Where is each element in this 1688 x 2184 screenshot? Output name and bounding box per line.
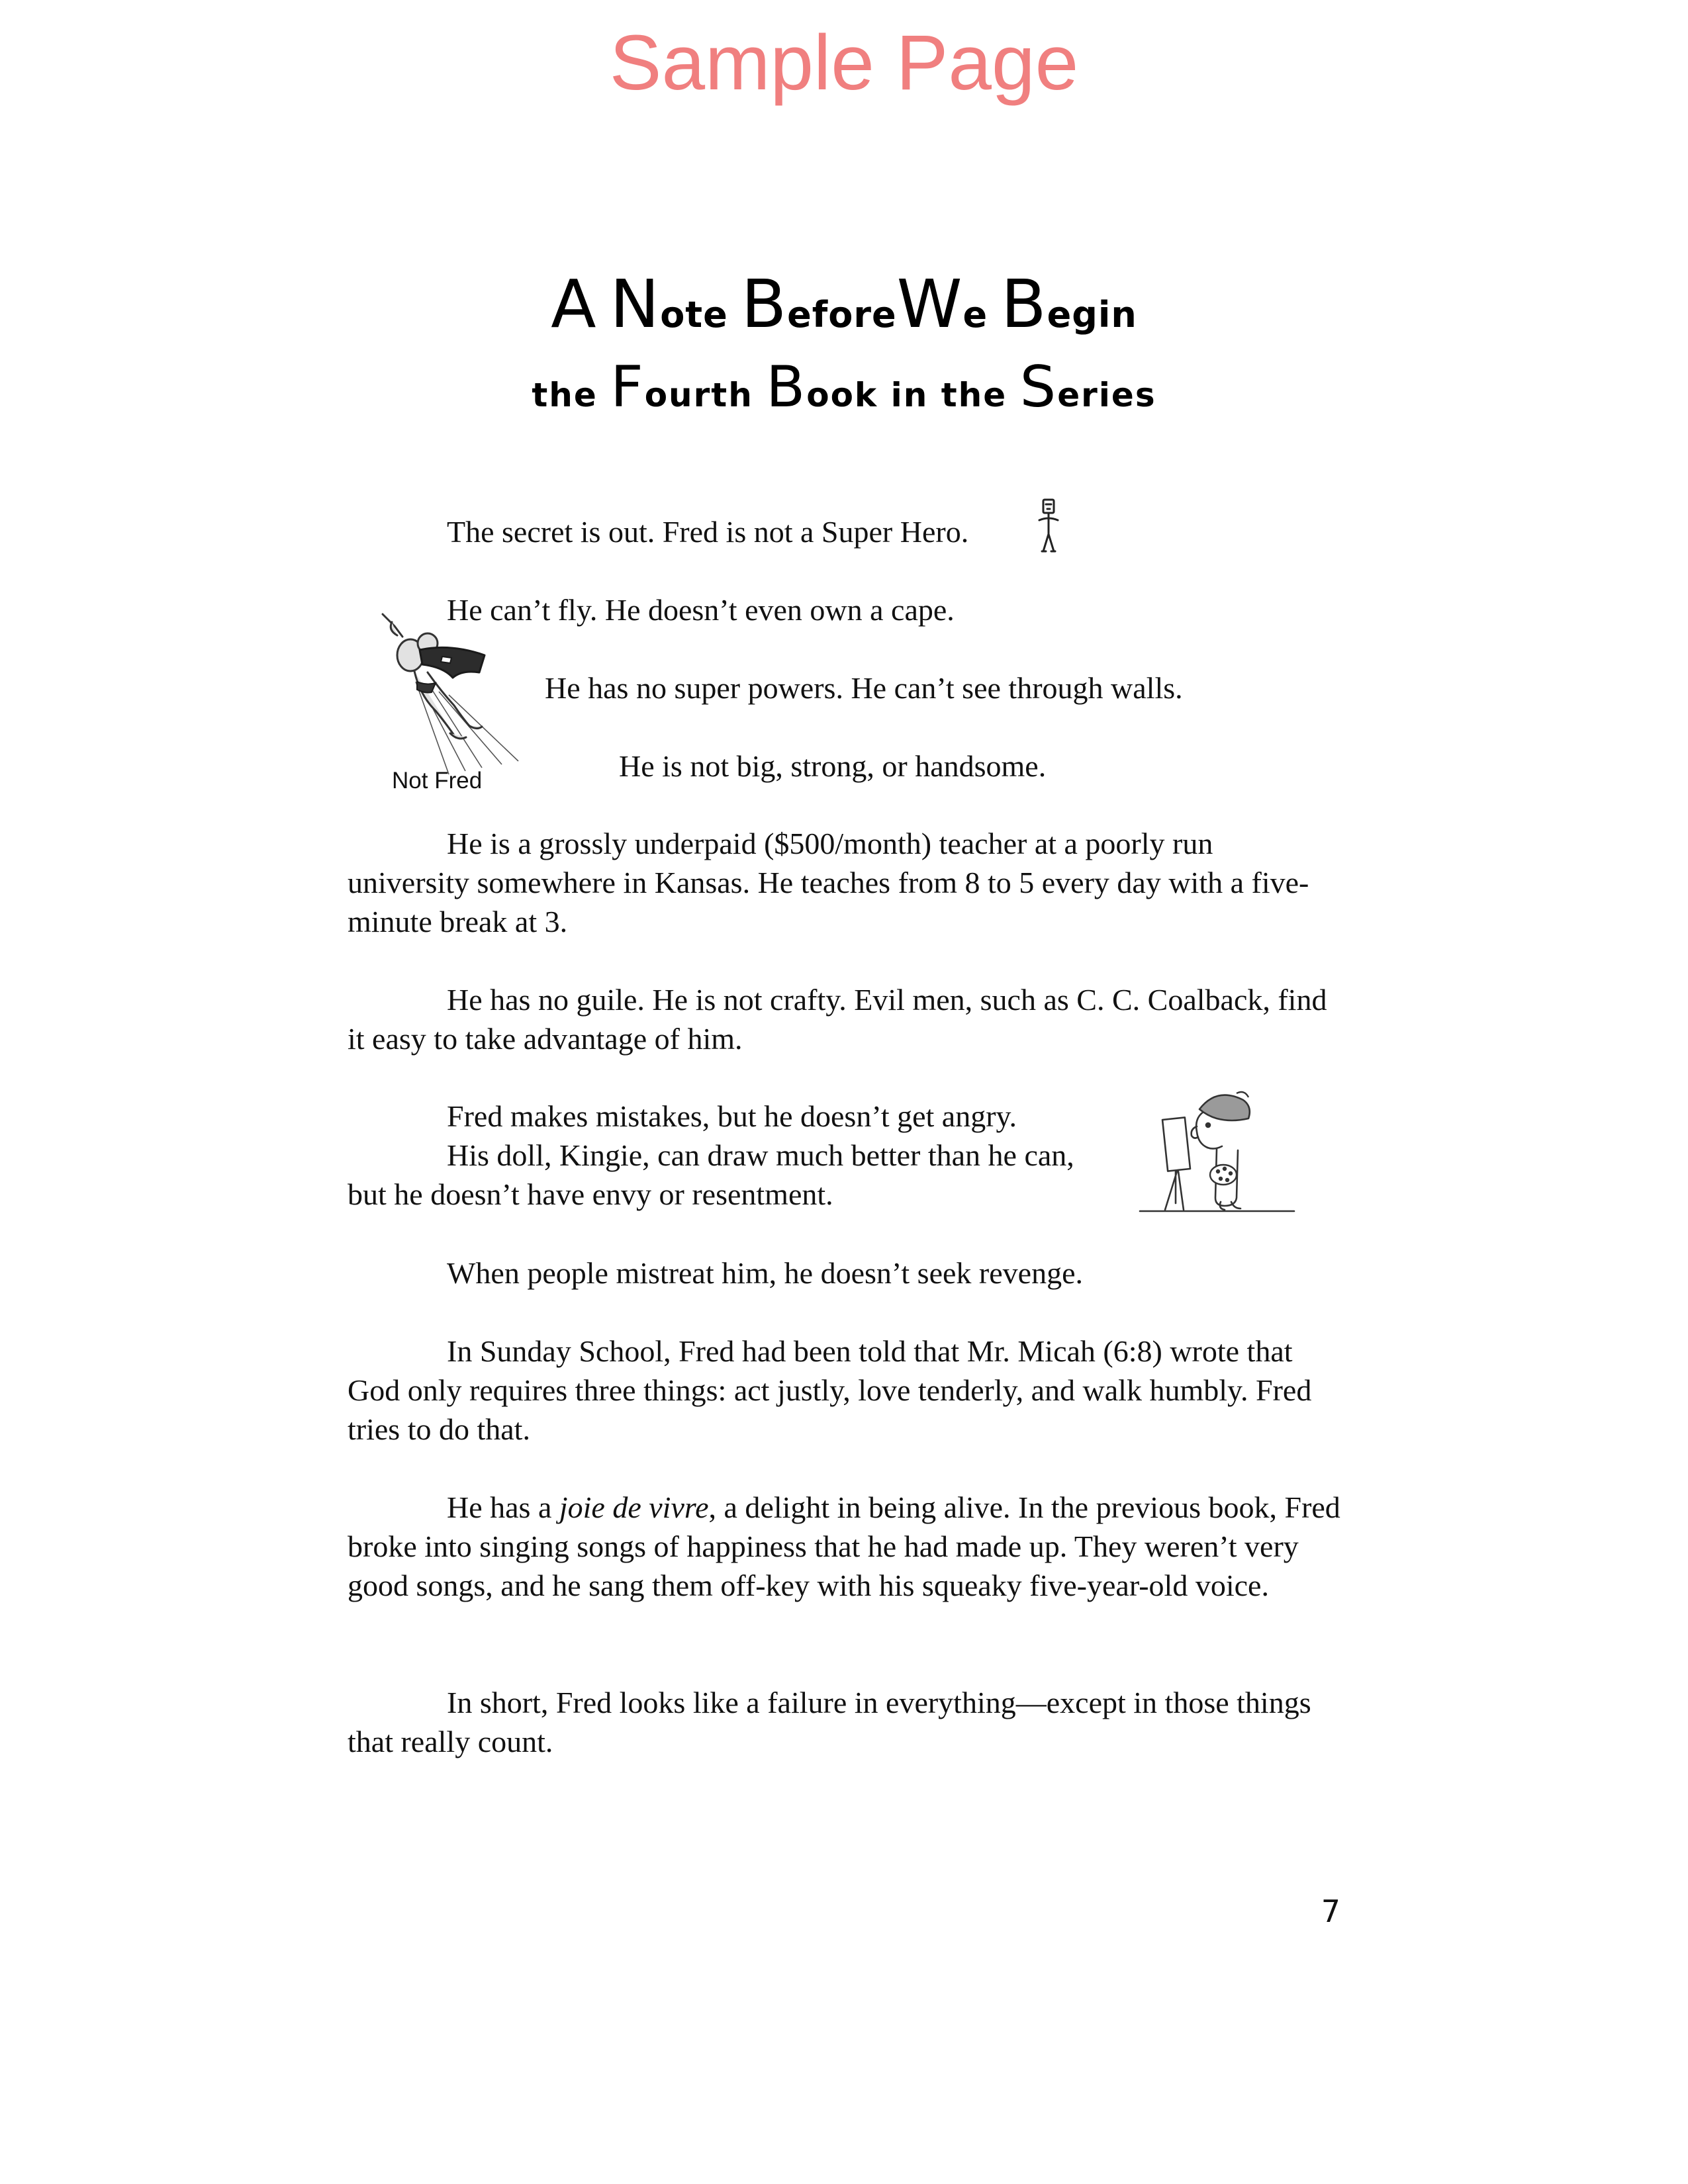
title-word: Begin (1000, 265, 1137, 343)
body-paragraph-1 (348, 824, 1340, 941)
chapter-subtitle (0, 354, 1688, 428)
body-paragraph-3-line-3: but he doesn’t have envy or resentment. (348, 1177, 833, 1211)
subtitle-word: Book (766, 354, 878, 420)
title-word: Note (610, 265, 728, 343)
chapter-title (0, 265, 1688, 355)
subtitle-word: Series (1019, 354, 1156, 420)
small-fred-figure-icon (1033, 498, 1066, 554)
body-paragraph-3-line-2: His doll, Kingie, can draw much better than he can, (447, 1138, 1074, 1172)
italic-phrase: joie de vivre (559, 1490, 709, 1524)
subtitle-word: Fourth (610, 354, 753, 420)
subtitle-word: the (941, 376, 1008, 414)
sample-page-watermark: Sample Page (609, 19, 1079, 107)
paragraph-text: He has no guile. He is not crafty. Evil men, such as C. C. Coalback, find it easy to take advantage of him. (348, 983, 1327, 1056)
paragraph-text: In short, Fred looks like a failure in everything—except in those things that really count. (348, 1686, 1311, 1758)
paragraph-text: He has a joie de vivre, a delight in being alive. In the previous book, Fred broke into singing songs of happiness that he had made up. They weren’t very good songs, and he sang them off-key with his squeaky five-year-old voice. (348, 1490, 1340, 1602)
body-paragraph-3-line-1: Fred makes mistakes, but he doesn’t get angry. (447, 1099, 1017, 1133)
paragraph-text: When people mistreat him, he doesn’t seek revenge. (447, 1256, 1083, 1290)
title-word: We (896, 265, 988, 343)
subtitle-word: in (890, 376, 929, 414)
body-paragraph-5 (348, 1332, 1340, 1449)
subtitle-word: the (532, 376, 598, 414)
body-line-2: He can’t fly. He doesn’t even own a cape. (447, 593, 955, 627)
superhero-caption: Not Fred (392, 768, 483, 794)
title-word: A (551, 265, 597, 343)
paragraph-text: He is a grossly underpaid ($500/month) teacher at a poorly run university somewhere in Kansas. He teaches from 8 to 5 every day with a five-minute break at 3. (348, 827, 1309, 938)
body-paragraph-4 (348, 1253, 1340, 1293)
flying-superhero-icon (376, 609, 525, 778)
body-line-3: He has no super powers. He can’t see through walls. (545, 671, 1183, 705)
body-line-1: The secret is out. Fred is not a Super Hero. (447, 515, 969, 549)
title-word: Before (741, 265, 897, 343)
body-paragraph-7 (348, 1683, 1340, 1761)
body-paragraph-2 (348, 980, 1340, 1058)
paragraph-text: In Sunday School, Fred had been told that Mr. Micah (6:8) wrote that God only requires three things: act justly, love tenderly, and walk humbly. Fred tries to do that. (348, 1334, 1312, 1446)
kingie-painting-at-easel-icon (1139, 1085, 1297, 1218)
body-line-4: He is not big, strong, or handsome. (619, 749, 1047, 783)
page-number: 7 (1321, 1893, 1340, 1929)
body-paragraph-6 (348, 1488, 1340, 1605)
